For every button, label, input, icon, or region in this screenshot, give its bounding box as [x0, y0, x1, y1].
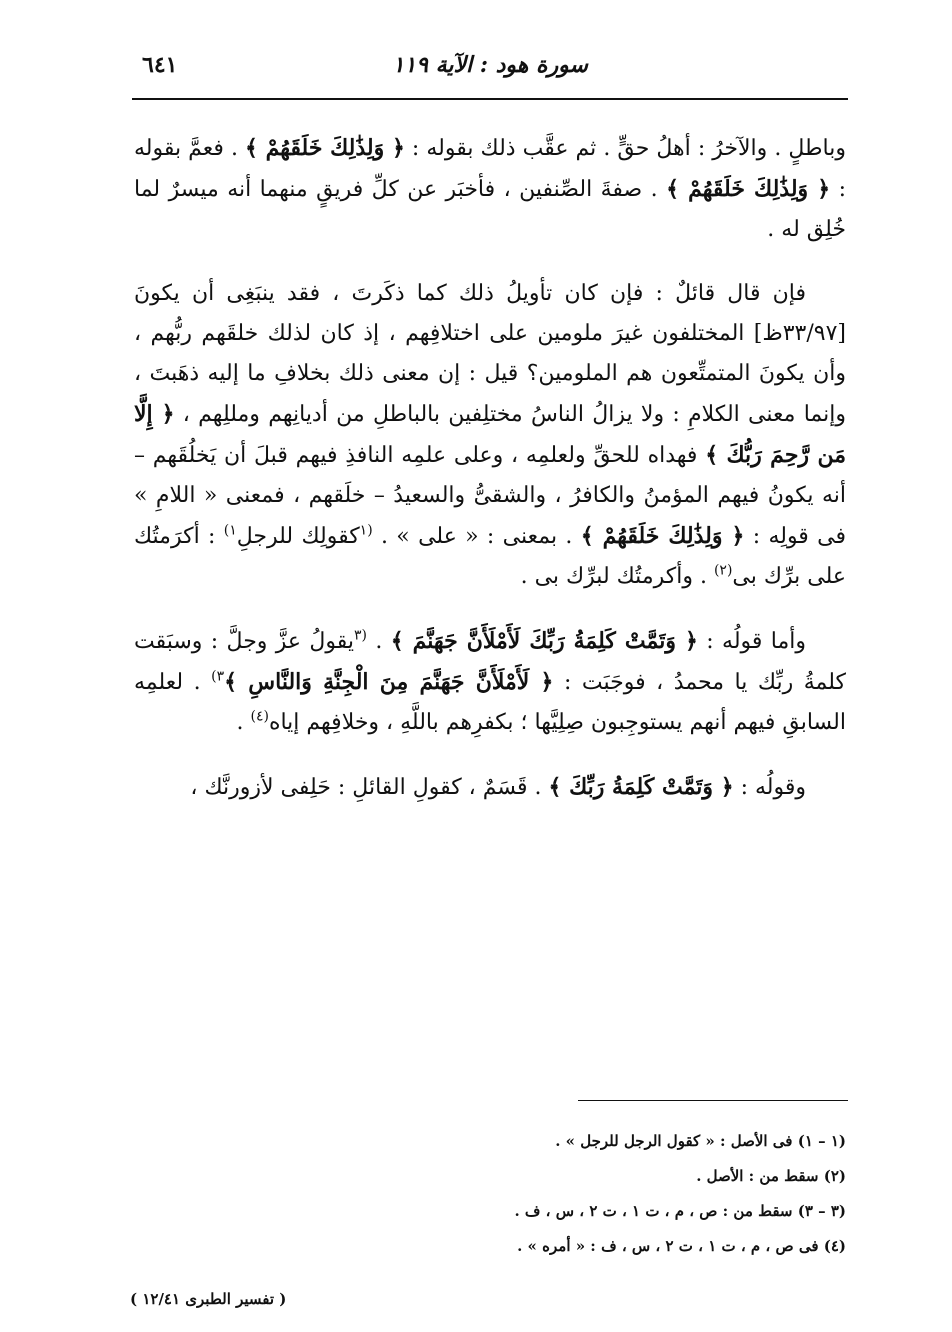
- quran-verse: ﴿ وَتَمَّتْ كَلِمَةُ رَبِّكَ لَأَمْلَأَنَّ جَهَنَّمَ ﴾: [390, 628, 698, 654]
- text-span: وأما قولُه :: [697, 629, 807, 654]
- footnotes: [360, 1124, 846, 1264]
- paragraph-2: [134, 274, 846, 597]
- header-title: سورة هود : الآية ۱۱۹: [392, 52, 588, 78]
- page-number: ٦٤١: [142, 52, 178, 78]
- header-divider: [132, 98, 848, 100]
- footnote-marker: ١): [223, 522, 237, 539]
- quran-verse: ﴿ إِلَّا مَن رَّحِمَ رَبُّكَ ﴾: [134, 401, 846, 468]
- text-span: وقولُه :: [733, 775, 806, 800]
- main-text: [134, 128, 846, 830]
- text-span: . قَسَمٌ ، كقولِ القائلِ : حَلِفى لأزورنَّك ،: [190, 775, 549, 800]
- text-span: كقولِك للرجلِ: [236, 524, 360, 549]
- footnote-4: (٤) فى ص ، م ، ت ١ ، ت ٢ ، س ، ف : « أمره » .: [517, 1237, 846, 1255]
- footnote-marker: (٢): [713, 562, 733, 579]
- paragraph-3: [134, 621, 846, 743]
- footnote-divider: [578, 1100, 848, 1101]
- quran-verse: ﴿ وَتَمَّتْ كَلِمَةُ رَبِّكَ ﴾: [548, 774, 734, 800]
- paragraph-4: [134, 767, 846, 808]
- text-span: . صفةَ الصِّنفين ، فأخبَر عن كلِّ فريقٍ منهما أنه ميسرٌ لما خُلِق له .: [134, 177, 846, 242]
- footnote-1: (١ – ١) فى الأصل : « كقول الرجل للرجل » .: [555, 1132, 846, 1150]
- text-span: . وأكرمتُك لبرِّك بى .: [520, 564, 714, 589]
- quran-verse: ﴿ لَأَمْلَأَنَّ جَهَنَّمَ مِنَ الْجِنَّةِ وَالنَّاسِ ﴾: [224, 669, 554, 695]
- quran-verse: ﴿ وَلِذَٰلِكَ خَلَقَهُمْ ﴾: [245, 135, 405, 161]
- text-span: .: [367, 629, 391, 654]
- text-span: وباطلٍ . والآخرُ : أهلُ حقٍّ . ثم عقَّب ذلك بقوله :: [404, 136, 847, 161]
- quran-verse: ﴿ وَلِذَٰلِكَ خَلَقَهُمْ ﴾: [666, 176, 831, 202]
- footnote-marker: (٣: [354, 627, 368, 644]
- footnote-marker: (١: [359, 522, 373, 539]
- footnote-3: (٣ – ٣) سقط من : ص ، م ، ت ١ ، ت ٢ ، س ، ف .: [514, 1202, 846, 1220]
- footnote-marker: (٤): [250, 708, 269, 725]
- text-span: . فعمَّ بقوله :: [134, 136, 847, 202]
- footnote-2: (٢) سقط من : الأصل .: [696, 1167, 846, 1185]
- text-span: يقولُ عزَّ وجلَّ : وسبَقت كلمةُ ربِّك يا محمدُ ، فوجَبَت :: [134, 629, 847, 695]
- text-span: : أكرَمتُك على برِّك بى: [134, 524, 846, 589]
- text-span: .: [236, 710, 251, 735]
- text-span: . لعلمِه السابقِ فيهم أنهم يستوجِبون صِلِيَّها ؛ بكفرِهم باللَّهِ ، وخلافِهم إياه: [134, 670, 846, 735]
- quran-verse: ﴿ وَلِذَٰلِكَ خَلَقَهُمْ ﴾: [580, 523, 745, 549]
- footnote-marker: ٣): [211, 668, 225, 685]
- text-span: . بمعنى : « على » .: [372, 524, 581, 549]
- text-span: فهداه للحقِّ ولعلمِه ، وعلى علمِه النافذِ فيهم قبلَ أن يَخلُقَهم – أنه يكونُ فيهم المؤمنُ والكافرُ ، والشقىُّ والسعيدُ – خلَقهم ، فمعنى « اللامِ » فى قولِه :: [134, 443, 846, 549]
- page-header: [132, 52, 848, 92]
- paragraph-1: [134, 128, 846, 250]
- text-span: فإن قال قائلٌ : فإن كان تأويلُ ذلك كما ذكَرتَ ، فقد ينبَغِى أن يكونَ [٣٣/٩٧ظ] المختلفون غيرَ ملومين على اختلافِهم ، إذ كان لذلك خلقَهم ربُّهم ، وأن يكونَ المتمتِّعون هم الملومين؟ قيل : إن معنى ذلك بخلافِ ما إليه ذهَبتَ ، وإنما معنى الكلامِ : ولا يزالُ الناسُ مختلِفين بالباطلِ من أديانِهم ومللِهم ،: [134, 281, 846, 427]
- source-reference: ( تفسير الطبرى ١٢/٤١ ): [130, 1290, 287, 1308]
